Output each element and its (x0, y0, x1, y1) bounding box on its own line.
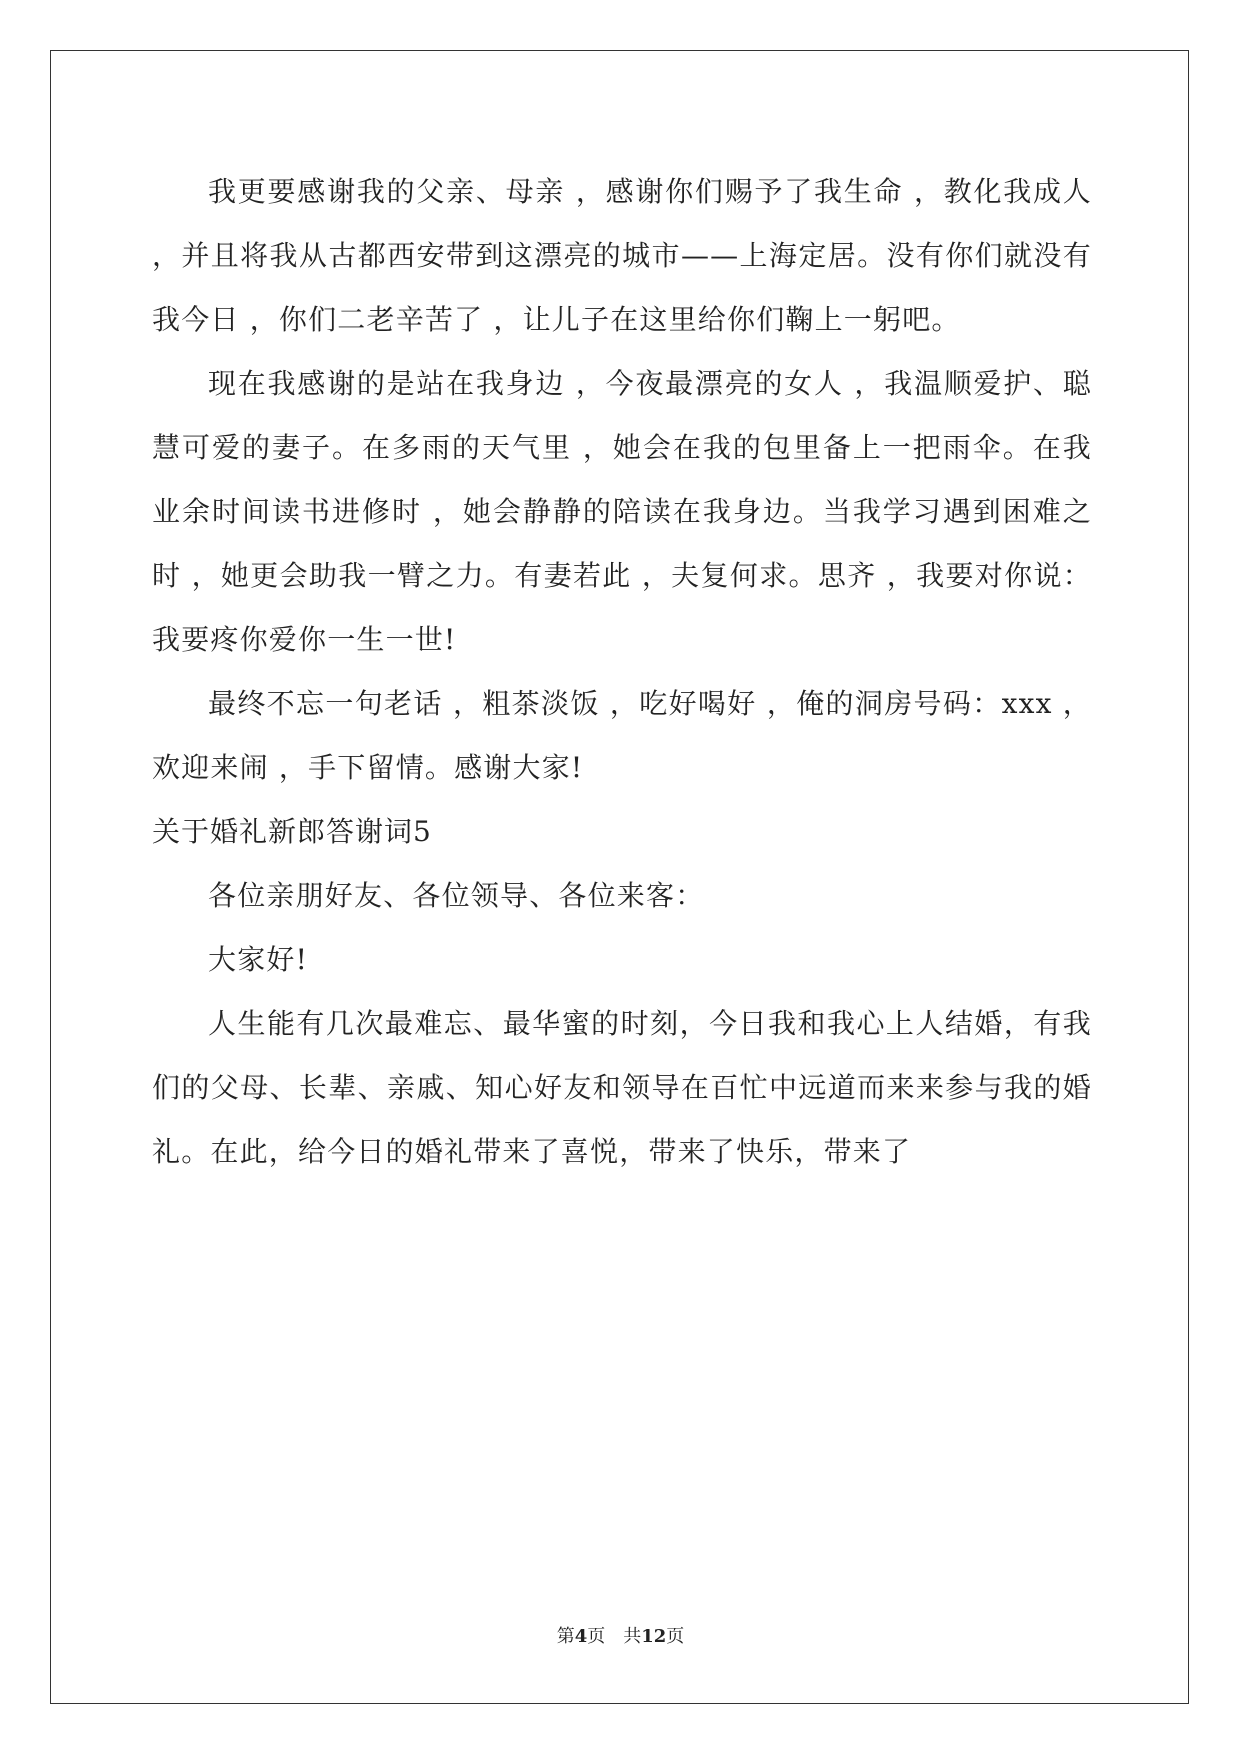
page-prefix: 第 (556, 1626, 575, 1647)
document-body (152, 160, 1092, 1184)
page-footer (0, 1625, 1241, 1649)
paragraph-greeting-audience: 各位亲朋好友、各位领导、各位来客： (208, 879, 705, 912)
page-suffix: 页 (587, 1626, 606, 1647)
paragraph-thanks-wife: 现在我感谢的是站在我身边 ，今夜最漂亮的女人 ，我温顺爱护、聪慧可爱的妻子。在多雨的天气里 ，她会在我的包里备上一把雨伞。在我业余时间读书进修时 ，她会静静的陪读在我身边。当我学习遇到困难之时 ，她更会助我一臂之力。有妻若此 ，夫复何求。思齐 ，我要对你说：我要疼你爱你一生一世! (152, 367, 1092, 656)
paragraph-hello: 大家好! (208, 943, 309, 976)
page-current-number: 4 (574, 1626, 588, 1647)
total-prefix: 共 (623, 1626, 642, 1647)
page-total-number: 12 (641, 1626, 667, 1647)
paragraph-closing: 最终不忘一句老话 ，粗茶淡饭 ，吃好喝好 ，俺的洞房号码：xxx ，欢迎来闹 ，手下留情。感谢大家! (152, 687, 1092, 784)
section-heading: 关于婚礼新郎答谢词5 (152, 815, 432, 848)
total-suffix: 页 (666, 1626, 685, 1647)
paragraph-thanks-parents: 我更要感谢我的父亲、母亲 ，感谢你们赐予了我生命 ，教化我成人 ，并且将我从古都西安带到这漂亮的城市——上海定居。没有你们就没有我今日 ，你们二老辛苦了 ，让儿子在这里给你们鞠上一躬吧。 (152, 175, 1092, 336)
paragraph-speech-opening: 人生能有几次最难忘、最华蜜的时刻，今日我和我心上人结婚，有我们的父母、长辈、亲戚、知心好友和领导在百忙中远道而来来参与我的婚礼。在此，给今日的婚礼带来了喜悦，带来了快乐，带来了 (152, 1007, 1092, 1168)
